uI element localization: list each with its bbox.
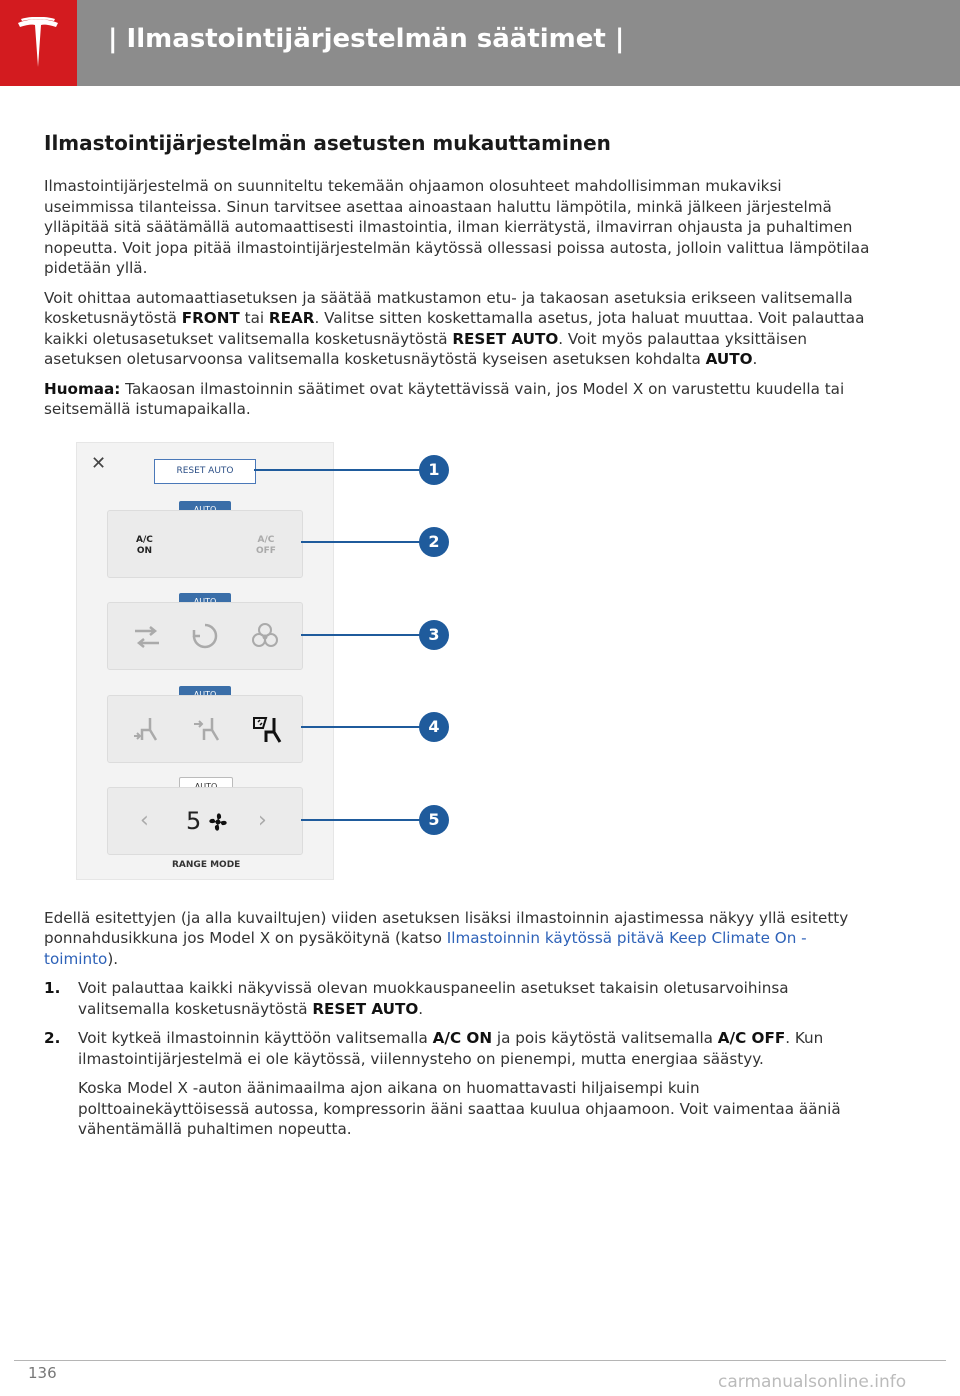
text: tai	[239, 309, 269, 327]
page-header	[0, 0, 960, 86]
callout-5: 5	[419, 805, 449, 835]
settings-list	[44, 978, 874, 1140]
ac-off-label: A/C OFF	[717, 1029, 786, 1047]
callout-1: 1	[419, 455, 449, 485]
text: ja pois käytöstä valitsemalla	[492, 1029, 718, 1047]
text: .	[752, 350, 758, 368]
range-mode-label[interactable]: RANGE MODE	[172, 859, 241, 870]
fan-card	[107, 787, 303, 855]
text: Edellä esitettyjen (ja alla kuvailtujen) viiden asetuksen lisäksi ilmastoinnin ajastimessa näkyy yllä esitetty ponnahdusikkuna jos Model X on pysäköitynä (katso	[44, 908, 849, 947]
header-title: | Ilmastointijärjestelmän säätimet |	[108, 24, 625, 54]
list-text	[78, 1028, 874, 1069]
note-label: Huomaa:	[44, 379, 121, 398]
reset-auto-label: RESET AUTO	[452, 329, 559, 348]
rear-label: REAR	[268, 309, 315, 327]
callout-line-1	[254, 469, 434, 471]
airflow-feet-icon[interactable]	[132, 714, 162, 744]
airflow-card	[107, 695, 303, 763]
text: . Valitse sitten koskettamalla asetus, jota haluat muuttaa. Voit palauttaa kaikki oletusasetukset valitsemalla kosketusnäytöstä	[44, 309, 865, 348]
text: Voit palauttaa kaikki näkyvissä olevan muokkauspaneelin asetukset takaisin oletusarvoihinsa valitsemalla kosketusnäytöstä	[78, 979, 789, 1018]
climate-panel-figure	[74, 442, 474, 882]
tesla-logo-icon	[15, 17, 61, 69]
recirculate-icon[interactable]	[190, 621, 220, 651]
callout-4: 4	[419, 712, 449, 742]
biohazard-icon[interactable]	[250, 621, 280, 651]
reset-auto-button[interactable]: RESET AUTO	[154, 459, 256, 484]
list-number: 2.	[44, 1029, 61, 1047]
fan-speed-value: 5	[186, 806, 202, 835]
front-label: FRONT	[181, 309, 240, 327]
timer-paragraph	[44, 908, 874, 970]
auto-label: AUTO	[705, 350, 753, 368]
fan-decrease-button[interactable]: ‹	[140, 807, 149, 833]
text: . Kun ilmastointijärjestelmä ei ole käytössä, viilennysteho on pienempi, mutta energiaa säästyy.	[78, 1029, 824, 1068]
callout-line-5	[301, 819, 434, 821]
callout-3: 3	[419, 620, 449, 650]
intro-paragraph: Ilmastointijärjestelmä on suunniteltu tekemään ohjaamon olosuhteet mahdollisimman mukaviksi useimmissa tilanteissa. Sinun tarvitsee asettaa ainoastaan haluttu lämpötila, minkä jälkeen järjestelmä ylläpitää sitä säätämällä automaattisesti ilmastointia, ilman kierrätystä, ilmavirran ohjausta ja puhaltimen nopeutta. Voit jopa pitää ilmastointijärjestelmän käytössä ollessasi poissa autosta, jolloin valittua lämpötilaa pidetään yllä.	[44, 177, 870, 277]
ac-off-button[interactable]: A/C OFF	[256, 534, 276, 556]
reset-auto-label: RESET AUTO	[312, 999, 419, 1018]
override-paragraph	[44, 288, 874, 370]
list-text	[78, 978, 874, 1019]
footer-divider	[14, 1360, 946, 1361]
note-text: Takaosan ilmastoinnin säätimet ovat käytettävissä vain, jos Model X on varustettu kuudella tai seitsemällä istumapaikalla.	[44, 379, 845, 418]
fresh-air-icon[interactable]	[132, 623, 162, 651]
callout-line-4	[301, 726, 434, 728]
text: Voit kytkeä ilmastoinnin käyttöön valitsemalla	[78, 1029, 433, 1047]
list-number: 1.	[44, 979, 61, 997]
callout-2: 2	[419, 527, 449, 557]
text: . Voit myös palauttaa yksittäisen asetuksen oletusarvoonsa valitsemalla kosketusnäytöstä kyseisen asetuksen kohdalta	[44, 329, 807, 368]
content	[44, 130, 874, 1149]
section-heading: Ilmastointijärjestelmän asetusten mukauttaminen	[44, 131, 611, 155]
list-extra-text: Koska Model X -auton äänimaailma ajon aikana on huomattavasti hiljaisempi kuin polttoainekäyttöisessä autossa, kompressorin ääni saattaa kuulua ohjaamoon. Voit vaimentaa ääniä vähentämällä puhaltimen nopeutta.	[78, 1079, 841, 1138]
logo-box	[0, 0, 77, 86]
climate-popup-panel	[76, 442, 334, 880]
close-icon[interactable]: ✕	[91, 452, 107, 474]
keep-climate-on-link[interactable]: Ilmastoinnin käytössä pitävä Keep Climate On -toiminto	[44, 929, 807, 968]
airflow-windshield-icon[interactable]	[250, 712, 284, 746]
recirc-card	[107, 602, 303, 670]
ac-on-label: A/C ON	[432, 1029, 493, 1047]
callout-line-3	[301, 634, 434, 636]
watermark: carmanualsonline.info	[718, 1372, 907, 1392]
list-item	[44, 978, 874, 1019]
text: ).	[107, 949, 119, 968]
page-number: 136	[28, 1364, 57, 1382]
text: .	[418, 999, 424, 1018]
fan-icon	[206, 810, 230, 834]
list-item	[44, 1028, 874, 1140]
callout-line-2	[301, 541, 434, 543]
ac-card	[107, 510, 303, 578]
ac-on-button[interactable]: A/C ON	[136, 534, 153, 556]
text: Voit ohittaa automaattiasetuksen ja säätää matkustamon etu- ja takaosan asetuksia erikseen valitsemalla kosketusnäytöstä	[44, 288, 853, 327]
fan-increase-button[interactable]: ›	[258, 807, 267, 833]
note-paragraph	[44, 379, 874, 420]
airflow-face-icon[interactable]	[192, 714, 222, 744]
